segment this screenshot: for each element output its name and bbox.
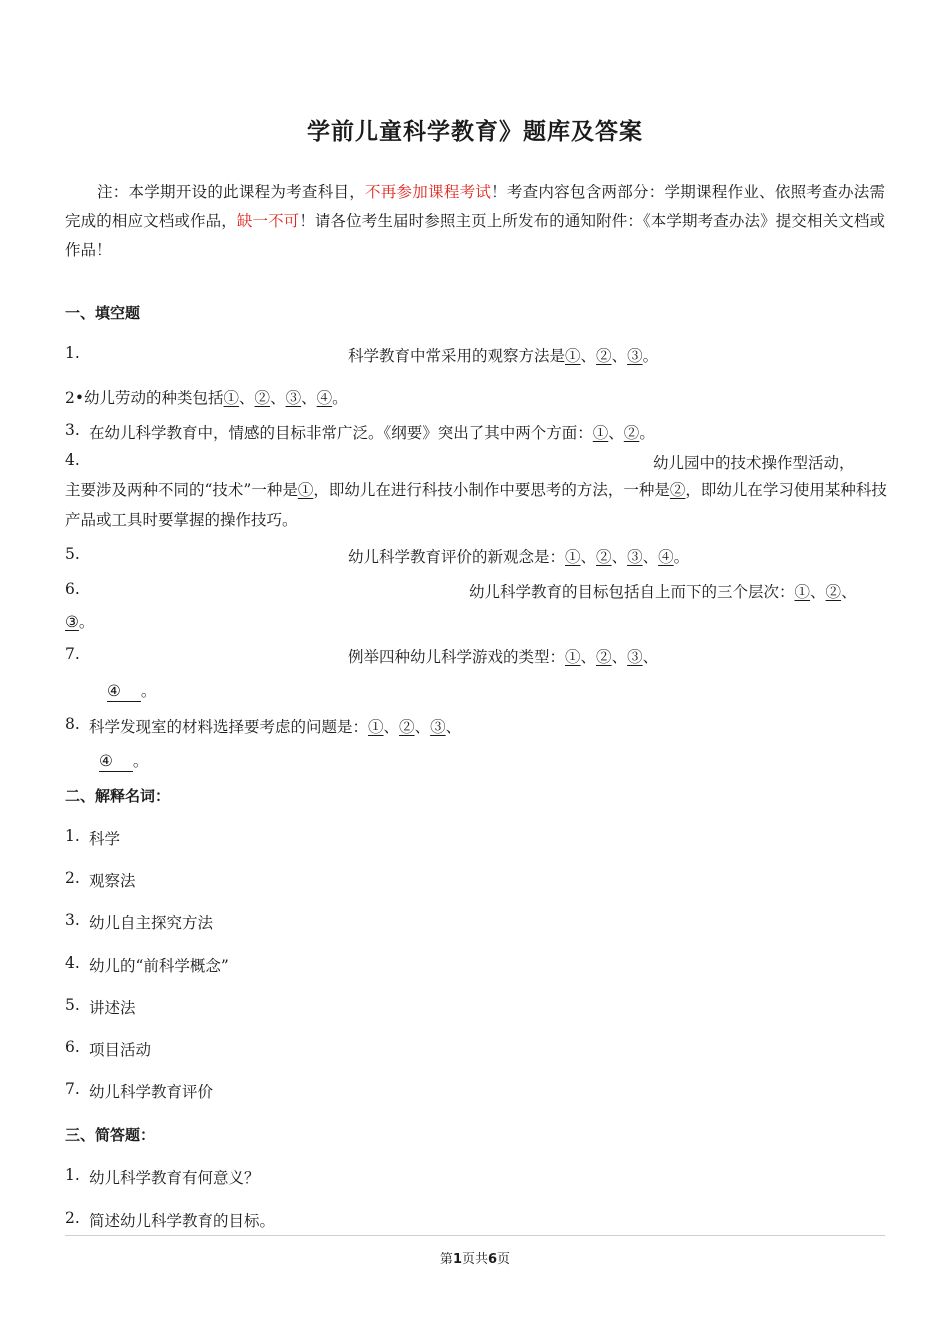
fill-question-4-body: 主要涉及两种不同的“技术”一种是①，即幼儿在进行科技小制作中要思考的方法，一种是②，即幼儿在学习使用某种科技产品或工具时要掌握的操作技巧。 xyxy=(65,481,887,529)
footer-divider xyxy=(65,1235,885,1236)
question-number: 4. xyxy=(65,451,80,469)
document-title: 学前儿童科学教育》题库及答案 xyxy=(307,119,643,145)
question-number: 6. xyxy=(65,580,80,598)
question-text: 幼儿科学教育的目标包括自上而下的三个层次：①、②、 xyxy=(469,583,857,601)
question-number: 3. xyxy=(65,421,80,439)
section-short-answer-heading: 三、简答题： xyxy=(65,1126,156,1144)
question-number: 8. xyxy=(65,715,80,733)
question-number: 7. xyxy=(65,645,80,663)
question-text: 科学教育中常采用的观察方法是①、②、③。 xyxy=(348,347,659,365)
note-highlight-no-exam: 不再参加课程考试 xyxy=(365,183,492,201)
question-number: 5. xyxy=(65,545,80,563)
section-terms-heading: 二、解释名词： xyxy=(65,787,171,805)
question-text: 在幼儿科学教育中，情感的目标非常广泛。《纲要》突出了其中两个方面：①、②。 xyxy=(89,424,655,442)
question-lead: 幼儿园中的技术操作型活动， xyxy=(653,454,855,472)
question-text: 例举四种幼儿科学游戏的类型：①、②、③、 xyxy=(348,648,659,666)
current-page: 1 xyxy=(452,1252,462,1267)
note-highlight-required: 缺一不可 xyxy=(236,212,300,230)
question-text: 2•幼儿劳动的种类包括①、②、③、④。 xyxy=(65,389,348,407)
question-text: 幼儿科学教育评价的新观念是：①、②、③、④。 xyxy=(348,548,690,566)
exam-note xyxy=(65,178,885,265)
note-text-1: 注：本学期开设的此课程为考查科目， xyxy=(97,183,365,201)
question-number: 1. xyxy=(65,344,80,362)
note-text-2: ！考查内容包含两部分：学期课程作业、依照考查办法需完成的相应文档或作品， xyxy=(65,183,885,230)
page-footer: 第1页共6页 xyxy=(439,1252,511,1267)
total-pages: 6 xyxy=(488,1252,498,1267)
section-fill-blank-heading: 一、填空题 xyxy=(65,304,141,322)
question-text: 科学发现室的材料选择要考虑的问题是：①、②、③、 xyxy=(89,718,462,736)
note-text-3: ！请各位考生届时参照主页上所发布的通知附件：《本学期考查办法》提交相关文档或作品！ xyxy=(65,212,885,259)
